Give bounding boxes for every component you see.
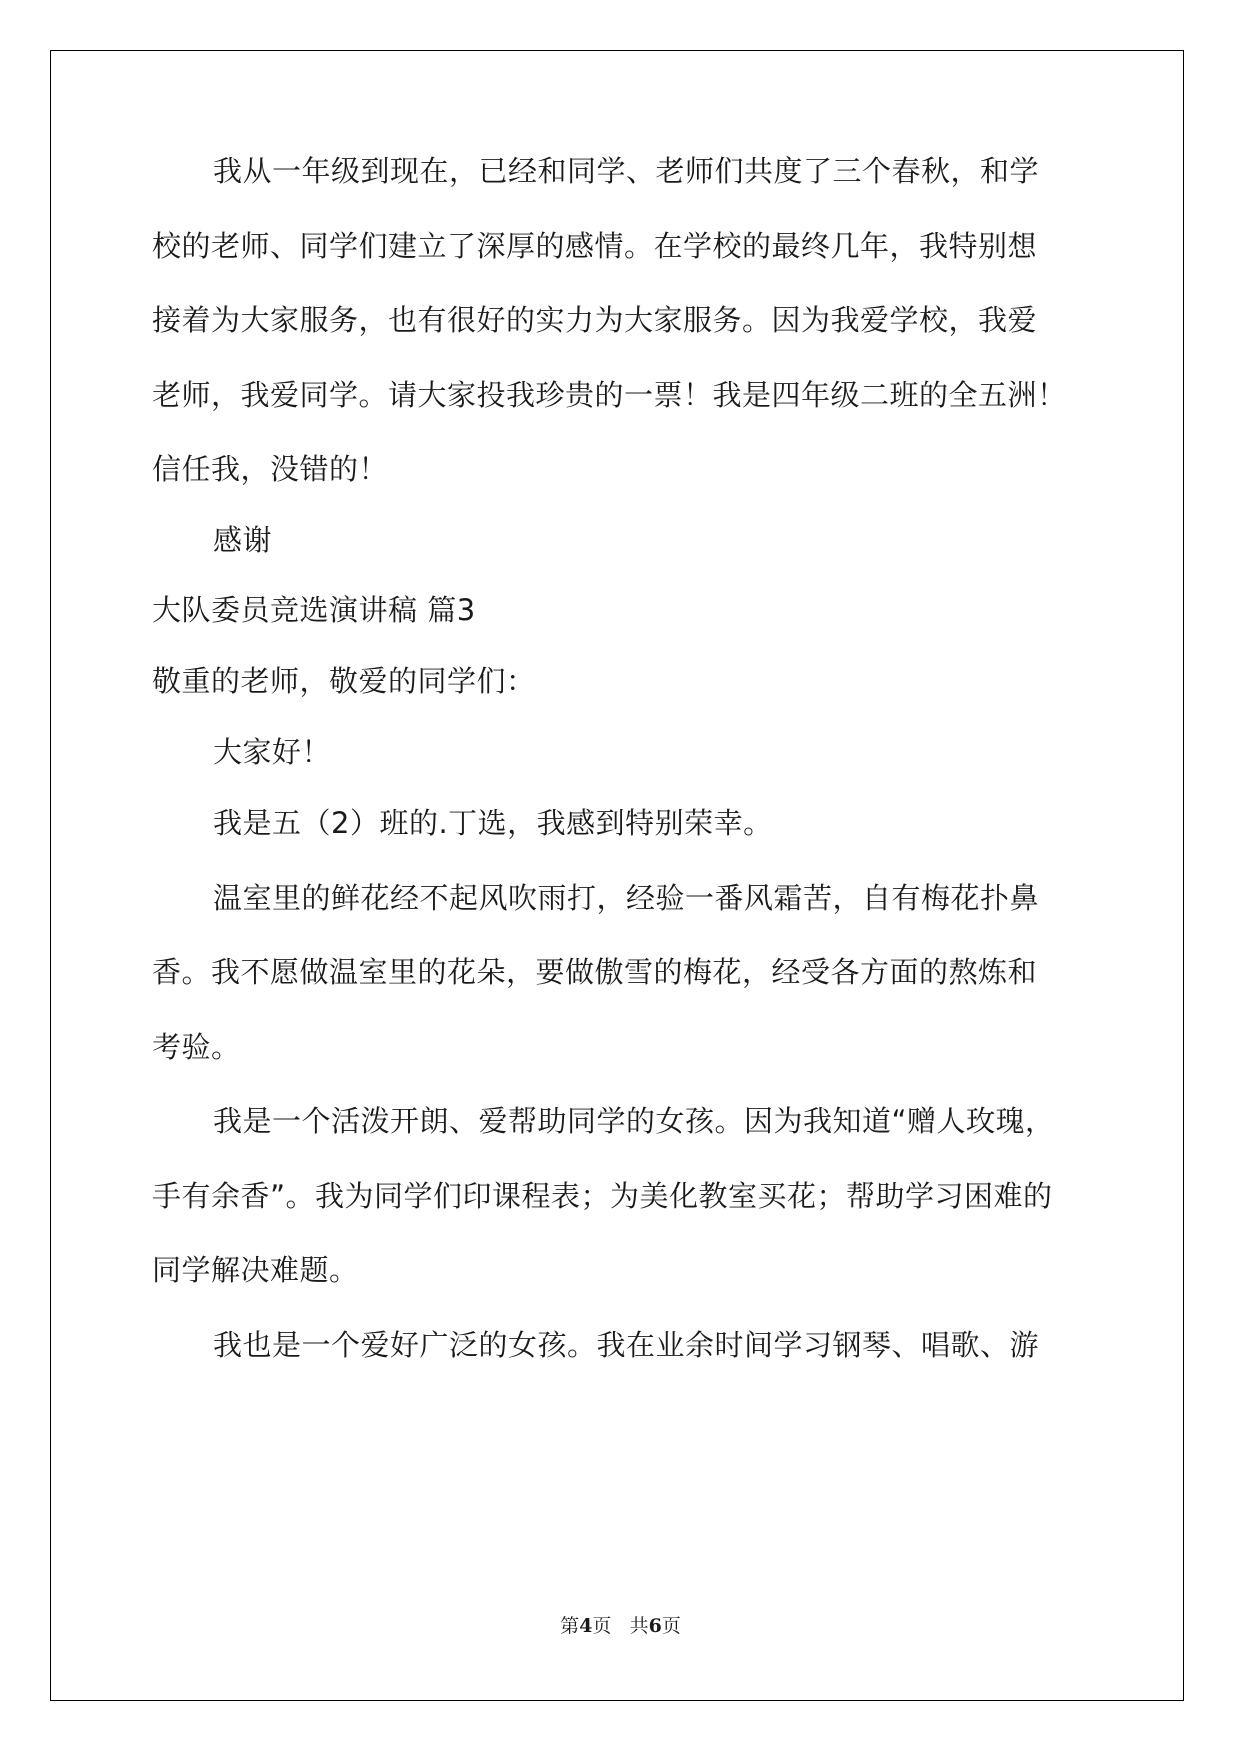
page-number: 4 [579,1615,593,1637]
paragraph-line: 信任我，没错的！ [152,452,389,486]
section-heading: 大队委员竞选演讲稿 篇3 [152,593,476,627]
paragraph-line: 香。我不愿做温室里的花朵，要做傲雪的梅花，经受各方面的熬炼和 [152,955,1038,989]
paragraph-line: 我从一年级到现在，已经和同学、老师们共度了三个春秋，和学 [213,154,1040,188]
total-suffix: 页 [661,1615,681,1637]
greeting: 大家好！ [213,735,332,769]
page-suffix: 页 [592,1615,612,1637]
paragraph-line: 接着为大家服务，也有很好的实力为大家服务。因为我爱学校，我爱 [152,303,1038,337]
paragraph-line: 我也是一个爱好广泛的女孩。我在业余时间学习钢琴、唱歌、游 [213,1328,1040,1362]
page-prefix: 第 [560,1615,580,1637]
paragraph-line: 手有余香”。我为同学们印课程表；为美化教室买花；帮助学习困难的 [152,1179,1053,1213]
page-footer [0,1614,1241,1638]
salutation: 敬重的老师，敬爱的同学们： [152,664,536,698]
paragraph-line: 我是五（2）班的.丁选，我感到特别荣幸。 [213,806,773,840]
paragraph-line: 同学解决难题。 [152,1253,359,1287]
page-total: 6 [648,1615,662,1637]
paragraph-line: 校的老师、同学们建立了深厚的感情。在学校的最终几年，我特别想 [152,229,1038,263]
paragraph-line: 我是一个活泼开朗、爱帮助同学的女孩。因为我知道“赠人玫瑰， [213,1104,1055,1138]
page-border [50,50,1184,1701]
paragraph-line: 老师，我爱同学。请大家投我珍贵的一票！我是四年级二班的全五洲！ [152,378,1067,412]
paragraph-line: 考验。 [152,1030,241,1064]
total-prefix: 共 [629,1615,649,1637]
paragraph-line: 感谢 [213,523,273,557]
paragraph-line: 温室里的鲜花经不起风吹雨打，经验一番风霜苦，自有梅花扑鼻 [213,881,1040,915]
